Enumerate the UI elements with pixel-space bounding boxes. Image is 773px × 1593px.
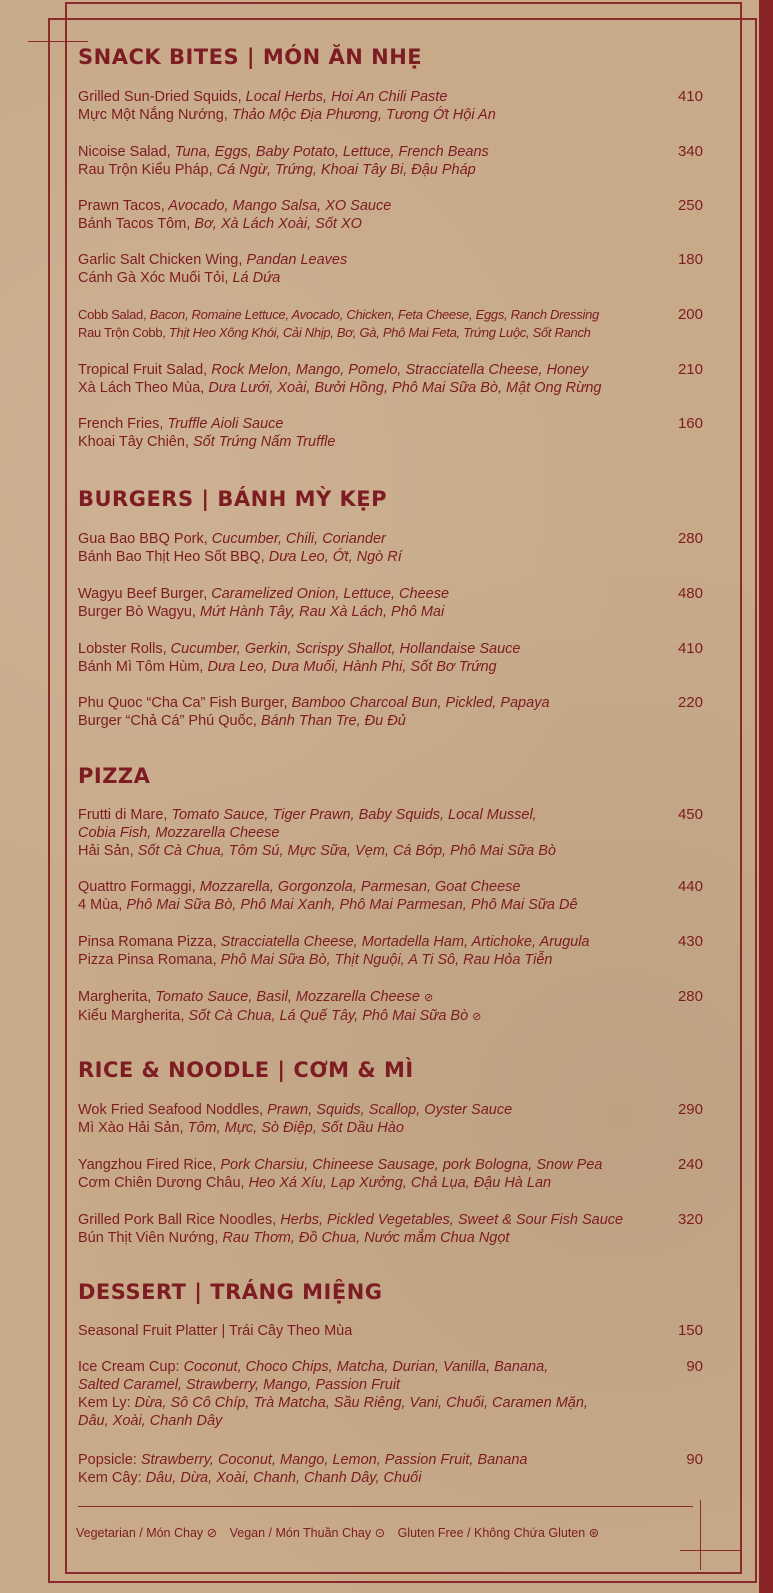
item-name-en: Tropical Fruit Salad, bbox=[78, 362, 208, 378]
item-name: Seasonal Fruit Platter | Trái Cây Theo Mùa bbox=[78, 1323, 353, 1339]
item-name-en: Nicoise Salad, bbox=[78, 144, 171, 160]
menu-item bbox=[78, 1358, 703, 1430]
item-desc-en: Local Herbs, Hoi An Chili Paste bbox=[241, 89, 448, 105]
menu-item bbox=[78, 197, 703, 233]
item-desc-en: Strawberry, Coconut, Mango, Lemon, Passion Fruit, Banana bbox=[136, 1452, 528, 1468]
item-price: 340 bbox=[677, 143, 703, 160]
item-name-en: Lobster Rolls, bbox=[78, 641, 167, 657]
item-desc-en: Avocado, Mango Salsa, XO Sauce bbox=[164, 198, 392, 214]
item-price: 480 bbox=[677, 585, 703, 602]
item-desc-en: Bamboo Charcoal Bun, Pickled, Papaya bbox=[287, 695, 550, 711]
item-name-vi: Burger “Chả Cá” Phú Quốc, bbox=[78, 713, 257, 729]
item-name-en: Wok Fried Seafood Noddles, bbox=[78, 1102, 264, 1118]
menu-item bbox=[78, 933, 703, 969]
item-desc-en: Coconut, Choco Chips, Matcha, Durian, Vanilla, Banana, bbox=[179, 1359, 549, 1375]
item-price: 440 bbox=[677, 878, 703, 895]
item-desc-vi: Thịt Heo Xông Khói, Cải Nhịp, Bơ, Gà, Phô Mai Feta, Trứng Luộc, Sốt Ranch bbox=[165, 325, 591, 340]
item-price: 90 bbox=[686, 1358, 703, 1375]
section-title-dessert: DESSERT | TRÁNG MIỆNG bbox=[78, 1280, 383, 1304]
item-desc-en: Bacon, Romaine Lettuce, Avocado, Chicken, Feta Cheese, Eggs, Ranch Dressing bbox=[146, 307, 599, 322]
menu-item bbox=[78, 530, 703, 566]
item-desc-vi: Dưa Leo, Ớt, Ngò Rí bbox=[264, 549, 402, 565]
menu-item bbox=[78, 640, 703, 676]
item-desc-en: Stracciatella Cheese, Mortadella Ham, Artichoke, Arugula bbox=[216, 934, 590, 950]
item-name-vi: Hải Sản, bbox=[78, 843, 134, 859]
menu-item bbox=[78, 694, 703, 730]
item-desc-en: Tomato Sauce, Tiger Prawn, Baby Squids, Local Mussel, bbox=[167, 807, 537, 823]
item-desc-vi-continued: Dâu, Xoài, Chanh Dây bbox=[78, 1413, 223, 1429]
item-desc-en: Prawn, Squids, Scallop, Oyster Sauce bbox=[263, 1102, 513, 1118]
corner-cross-line bbox=[680, 1550, 740, 1551]
menu-item bbox=[78, 878, 703, 914]
menu-item bbox=[78, 1211, 703, 1247]
item-name-vi: Cánh Gà Xóc Muối Tỏi, bbox=[78, 270, 229, 286]
item-name-vi: Kem Ly: bbox=[78, 1395, 131, 1411]
item-desc-en-continued: Salted Caramel, Strawberry, Mango, Passion Fruit bbox=[78, 1377, 401, 1393]
item-price: 430 bbox=[677, 933, 703, 950]
item-desc-en: Pork Charsiu, Chineese Sausage, pork Bologna, Snow Pea bbox=[216, 1157, 603, 1173]
item-desc-vi: Phô Mai Sữa Bò, Thịt Nguội, A Ti Sô, Rau Hỏa Tiễn bbox=[216, 952, 553, 968]
item-name-vi: Bánh Mì Tôm Hùm, bbox=[78, 659, 204, 675]
menu-item bbox=[78, 143, 703, 179]
item-name-vi: Rau Trộn Cobb, bbox=[78, 325, 166, 340]
item-name-en: Yangzhou Fired Rice, bbox=[78, 1157, 217, 1173]
section-title-snack: SNACK BITES | MÓN ĂN NHẸ bbox=[78, 45, 423, 69]
item-desc-en: Tuna, Eggs, Baby Potato, Lettuce, French Beans bbox=[170, 144, 489, 160]
item-desc-vi: Dâu, Dừa, Xoài, Chanh, Chanh Dây, Chuối bbox=[141, 1470, 422, 1486]
item-price: 150 bbox=[677, 1322, 703, 1339]
item-name-en: Quattro Formaggi, bbox=[78, 879, 196, 895]
item-name-en: Cobb Salad, bbox=[78, 307, 147, 322]
item-price: 410 bbox=[677, 88, 703, 105]
corner-cross-line bbox=[700, 1500, 701, 1570]
item-name-en: Frutti di Mare, bbox=[78, 807, 168, 823]
item-price: 180 bbox=[677, 251, 703, 268]
item-desc-en: Herbs, Pickled Vegetables, Sweet & Sour Fish Sauce bbox=[276, 1212, 624, 1228]
legend-gluten-free: Gluten Free / Không Chứa Gluten ⊛ bbox=[397, 1526, 600, 1540]
item-name-en: Grilled Sun-Dried Squids, bbox=[78, 89, 242, 105]
item-desc-vi: Mứt Hành Tây, Rau Xà Lách, Phô Mai bbox=[195, 604, 445, 620]
item-price: 280 bbox=[677, 530, 703, 547]
item-name-vi: Mì Xào Hải Sản, bbox=[78, 1120, 184, 1136]
item-name-vi: Kem Cây: bbox=[78, 1470, 142, 1486]
item-price: 450 bbox=[677, 806, 703, 823]
menu-item bbox=[78, 306, 703, 342]
item-desc-vi: Lá Dứa bbox=[228, 270, 281, 286]
item-name-vi: Pizza Pinsa Romana, bbox=[78, 952, 217, 968]
item-desc-en: Truffle Aioli Sauce bbox=[163, 416, 284, 432]
menu-item bbox=[78, 1451, 703, 1487]
item-price: 280 bbox=[677, 988, 703, 1005]
item-name-en: French Fries, bbox=[78, 416, 164, 432]
item-desc-vi: Dưa Lưới, Xoài, Bưởi Hồng, Phô Mai Sữa Bò, Mật Ong Rừng bbox=[204, 380, 602, 396]
item-desc-en: Tomato Sauce, Basil, Mozzarella Cheese bbox=[151, 989, 420, 1005]
item-desc-vi: Sốt Trứng Nấm Truffle bbox=[188, 434, 336, 450]
menu-item bbox=[78, 1156, 703, 1192]
item-name-vi: Khoai Tây Chiên, bbox=[78, 434, 189, 450]
item-desc-vi: Cá Ngừ, Trứng, Khoai Tây Bi, Đậu Pháp bbox=[212, 162, 476, 178]
item-desc-vi: Sốt Cà Chua, Lá Quế Tây, Phô Mai Sữa Bò bbox=[184, 1008, 469, 1024]
item-name-en: Prawn Tacos, bbox=[78, 198, 165, 214]
item-name-vi: Rau Trộn Kiểu Pháp, bbox=[78, 162, 213, 178]
item-name-vi: 4 Mùa, bbox=[78, 897, 123, 913]
footer-divider bbox=[78, 1506, 693, 1507]
corner-cross-line bbox=[48, 18, 49, 68]
item-desc-en: Cucumber, Gerkin, Scrispy Shallot, Hollandaise Sauce bbox=[166, 641, 521, 657]
item-name-en: Gua Bao BBQ Pork, bbox=[78, 531, 208, 547]
item-name-en: Pinsa Romana Pizza, bbox=[78, 934, 217, 950]
item-desc-vi: Tôm, Mực, Sò Điệp, Sốt Dầu Hào bbox=[183, 1120, 404, 1136]
item-name-vi: Bún Thịt Viên Nướng, bbox=[78, 1230, 219, 1246]
item-desc-vi: Dừa, Sô Cô Chíp, Trà Matcha, Sầu Riêng, Vani, Chuối, Caramen Mặn, bbox=[130, 1395, 588, 1411]
menu-item bbox=[78, 251, 703, 287]
right-edge-bar bbox=[759, 0, 773, 1593]
item-name-vi: Bánh Tacos Tôm, bbox=[78, 216, 191, 232]
item-price: 240 bbox=[677, 1156, 703, 1173]
item-name-vi: Bánh Bao Thịt Heo Sốt BBQ, bbox=[78, 549, 265, 565]
section-title-rice: RICE & NOODLE | CƠM & MÌ bbox=[78, 1058, 414, 1082]
item-name-en: Margherita, bbox=[78, 989, 152, 1005]
item-desc-en: Caramelized Onion, Lettuce, Cheese bbox=[207, 586, 450, 602]
item-name-vi: Xà Lách Theo Mùa, bbox=[78, 380, 205, 396]
item-name-vi: Burger Bò Wagyu, bbox=[78, 604, 196, 620]
item-desc-vi: Bơ, Xà Lách Xoài, Sốt XO bbox=[190, 216, 362, 232]
item-desc-vi: Rau Thơm, Đồ Chua, Nước mắm Chua Ngọt bbox=[218, 1230, 510, 1246]
item-name-vi: Mực Một Nắng Nướng, bbox=[78, 107, 228, 123]
item-price: 210 bbox=[677, 361, 703, 378]
item-price: 410 bbox=[677, 640, 703, 657]
section-title-burgers: BURGERS | BÁNH MỲ KẸP bbox=[78, 487, 388, 511]
item-desc-en: Mozzarella, Gorgonzola, Parmesan, Goat Cheese bbox=[195, 879, 521, 895]
item-name-en: Ice Cream Cup: bbox=[78, 1359, 180, 1375]
legend-vegan: Vegan / Món Thuần Chay ⊙ bbox=[229, 1526, 386, 1540]
item-price: 160 bbox=[677, 415, 703, 432]
dietary-legend bbox=[76, 1525, 608, 1540]
menu-item bbox=[78, 415, 703, 451]
item-desc-en-continued: Cobia Fish, Mozzarella Cheese bbox=[78, 825, 280, 841]
menu-item bbox=[78, 806, 703, 860]
corner-cross-line bbox=[28, 41, 88, 42]
item-desc-vi: Thảo Mộc Địa Phương, Tương Ớt Hội An bbox=[227, 107, 496, 123]
item-desc-vi: Bánh Than Tre, Đu Đủ bbox=[256, 713, 406, 729]
item-name-vi: Cơm Chiên Dương Châu, bbox=[78, 1175, 245, 1191]
item-price: 90 bbox=[686, 1451, 703, 1468]
menu-item bbox=[78, 988, 703, 1026]
item-name-en: Garlic Salt Chicken Wing, bbox=[78, 252, 243, 268]
item-price: 250 bbox=[677, 197, 703, 214]
legend-vegetarian: Vegetarian / Món Chay ⊘ bbox=[76, 1526, 218, 1540]
menu-item bbox=[78, 1322, 703, 1340]
menu-item bbox=[78, 585, 703, 621]
vegetarian-icon: ⊘ bbox=[472, 1011, 482, 1023]
item-desc-vi: Phô Mai Sữa Bò, Phô Mai Xanh, Phô Mai Parmesan, Phô Mai Sữa Dê bbox=[122, 897, 578, 913]
section-title-pizza: PIZZA bbox=[78, 764, 151, 788]
menu-item bbox=[78, 1101, 703, 1137]
item-name-en: Phu Quoc “Cha Ca” Fish Burger, bbox=[78, 695, 288, 711]
menu-item bbox=[78, 88, 703, 124]
item-desc-vi: Sốt Cà Chua, Tôm Sú, Mực Sữa, Vẹm, Cá Bớp, Phô Mai Sữa Bò bbox=[133, 843, 556, 859]
item-desc-en: Pandan Leaves bbox=[242, 252, 348, 268]
item-price: 220 bbox=[677, 694, 703, 711]
item-price: 200 bbox=[677, 306, 703, 323]
vegetarian-icon: ⊘ bbox=[424, 992, 434, 1004]
item-name-en: Wagyu Beef Burger, bbox=[78, 586, 208, 602]
item-price: 320 bbox=[677, 1211, 703, 1228]
item-desc-vi: Heo Xá Xíu, Lạp Xưởng, Chả Lụa, Đậu Hà Lan bbox=[244, 1175, 552, 1191]
item-name-en: Popsicle: bbox=[78, 1452, 137, 1468]
item-name-vi: Kiểu Margherita, bbox=[78, 1008, 185, 1024]
item-name-en: Grilled Pork Ball Rice Noodles, bbox=[78, 1212, 277, 1228]
item-desc-en: Cucumber, Chili, Coriander bbox=[207, 531, 386, 547]
item-desc-vi: Dưa Leo, Dưa Muối, Hành Phi, Sốt Bơ Trứng bbox=[203, 659, 497, 675]
item-price: 290 bbox=[677, 1101, 703, 1118]
menu-item bbox=[78, 361, 703, 397]
item-desc-en: Rock Melon, Mango, Pomelo, Stracciatella Cheese, Honey bbox=[207, 362, 589, 378]
